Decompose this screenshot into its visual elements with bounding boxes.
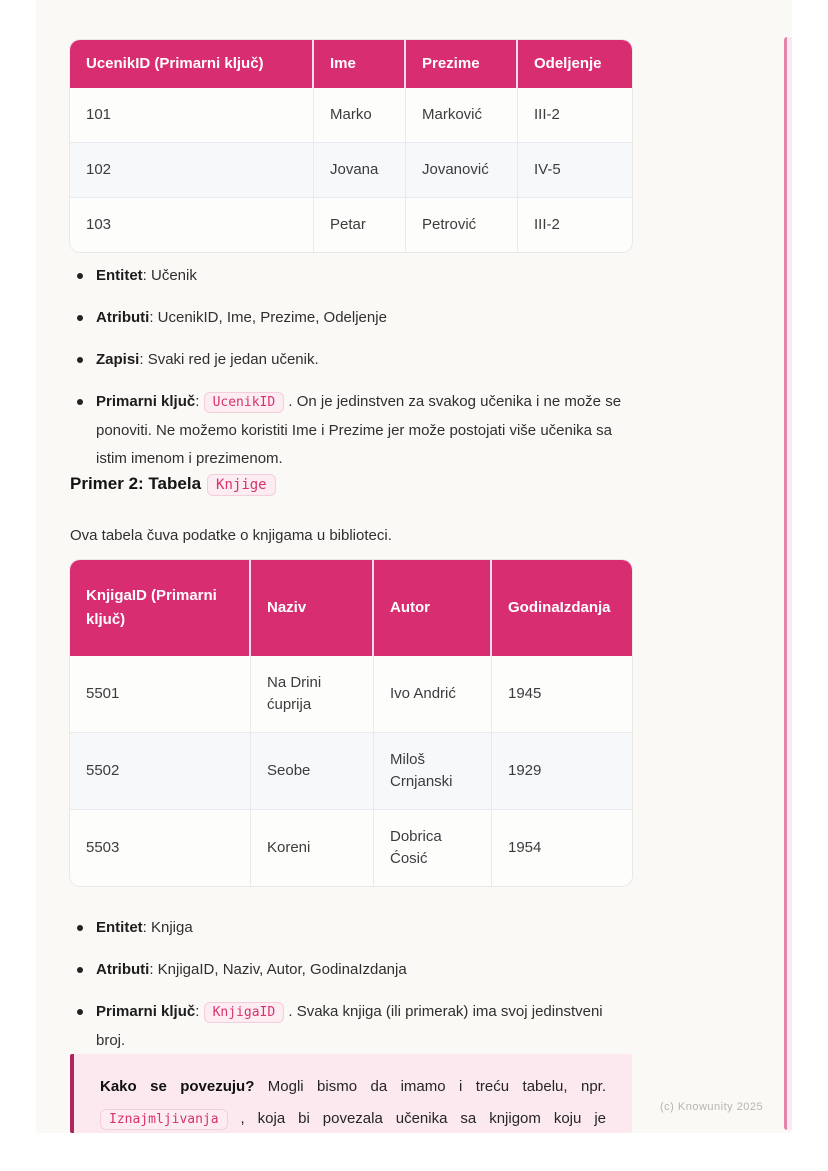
inline-code-badge: Knjige xyxy=(207,474,276,496)
table-cell: III-2 xyxy=(518,88,632,143)
inline-code-badge: Iznajmljivanja xyxy=(100,1109,228,1130)
list-item-label: Entitet xyxy=(96,919,143,936)
list-item xyxy=(70,388,632,473)
knjige-bullet-list xyxy=(70,914,632,1069)
list-item-text: : xyxy=(195,393,204,410)
list-item-text: : xyxy=(195,1003,204,1020)
table-cell: Jovana xyxy=(314,143,406,198)
column-header: KnjigaID (Primarni ključ) xyxy=(70,560,251,656)
column-header: Autor xyxy=(374,560,492,656)
table-row xyxy=(70,733,632,810)
ucenik-bullet-list xyxy=(70,262,632,487)
section-intro-paragraph: Ova tabela čuva podatke o knjigama u biblioteci. xyxy=(70,527,392,544)
column-header: GodinaIzdanja xyxy=(492,560,632,656)
table-cell: Petrović xyxy=(406,198,518,252)
callout-box xyxy=(70,1054,632,1133)
list-item-label: Primarni ključ xyxy=(96,393,196,410)
list-item xyxy=(70,998,632,1055)
list-item-label: Atributi xyxy=(96,309,150,326)
table-cell: 5502 xyxy=(70,733,251,810)
list-item xyxy=(70,956,632,984)
column-header: Naziv xyxy=(251,560,374,656)
table-row xyxy=(70,198,632,252)
column-header: UcenikID (Primarni ključ) xyxy=(70,40,314,88)
column-header: Odeljenje xyxy=(518,40,632,88)
knjige-table xyxy=(70,560,632,886)
list-item xyxy=(70,262,632,290)
table-cell: Marković xyxy=(406,88,518,143)
list-item xyxy=(70,346,632,374)
table-cell: Dobrica Ćosić xyxy=(374,810,492,886)
table-cell: Marko xyxy=(314,88,406,143)
section-heading-text: Primer 2: Tabela xyxy=(70,474,202,493)
copyright-watermark: (c) Knowunity 2025 xyxy=(660,1101,764,1113)
list-item-text: . On je jedinstven za svakog učenika i ne može se ponoviti. Ne možemo koristiti Ime i Prezime jer može postojati više učenika sa istim imenom i prezimenom. xyxy=(96,393,622,467)
table-cell: 1954 xyxy=(492,810,632,886)
list-item-label: Zapisi xyxy=(96,351,140,368)
table-cell: III-2 xyxy=(518,198,632,252)
list-item-label: Entitet xyxy=(96,267,143,284)
table-cell: 5501 xyxy=(70,656,251,733)
table-cell: 101 xyxy=(70,88,314,143)
scrollbar-track[interactable] xyxy=(784,37,792,1130)
table-row xyxy=(70,656,632,733)
list-item-label: Primarni ključ xyxy=(96,1003,196,1020)
list-item-text: : Svaki red je jedan učenik. xyxy=(139,351,319,368)
callout-text-segment: , koja bi povezala učenika sa knjigom koju je xyxy=(227,1110,606,1127)
table-cell: Miloš Crnjanski xyxy=(374,733,492,810)
table-cell: 5503 xyxy=(70,810,251,886)
list-item-text: : Učenik xyxy=(142,267,197,284)
table-cell: Koreni xyxy=(251,810,374,886)
table-header-row xyxy=(70,560,632,656)
column-header: Ime xyxy=(314,40,406,88)
table-cell: Ivo Andrić xyxy=(374,656,492,733)
callout-text xyxy=(100,1071,606,1133)
table-cell: 1945 xyxy=(492,656,632,733)
list-item-text: . Svaka knjiga (ili primerak) ima svoj jedinstveni broj. xyxy=(96,1003,603,1049)
list-item-text: : UcenikID, Ime, Prezime, Odeljenje xyxy=(149,309,387,326)
inline-code-badge: KnjigaID xyxy=(204,1002,285,1023)
list-item xyxy=(70,914,632,942)
table-header-row xyxy=(70,40,632,88)
list-item xyxy=(70,304,632,332)
table-row xyxy=(70,143,632,198)
table-cell: Jovanović xyxy=(406,143,518,198)
table-cell: Na Drini ćuprija xyxy=(251,656,374,733)
table-cell: IV-5 xyxy=(518,143,632,198)
inline-code-badge: UcenikID xyxy=(204,392,285,413)
list-item-text: : Knjiga xyxy=(142,919,193,936)
ucenik-table xyxy=(70,40,632,252)
table-cell: 1929 xyxy=(492,733,632,810)
table-cell: Seobe xyxy=(251,733,374,810)
table-row xyxy=(70,88,632,143)
table-cell: Petar xyxy=(314,198,406,252)
list-item-label: Atributi xyxy=(96,961,150,978)
callout-text-segment: Mogli bismo da imamo i treću tabelu, npr. xyxy=(254,1078,606,1095)
list-item-text: : KnjigaID, Naziv, Autor, GodinaIzdanja xyxy=(149,961,407,978)
column-header: Prezime xyxy=(406,40,518,88)
document-page xyxy=(36,0,792,1133)
section-heading xyxy=(70,472,632,497)
table-row xyxy=(70,810,632,886)
callout-lead: Kako se povezuju? xyxy=(100,1078,255,1095)
table-cell: 103 xyxy=(70,198,314,252)
table-cell: 102 xyxy=(70,143,314,198)
